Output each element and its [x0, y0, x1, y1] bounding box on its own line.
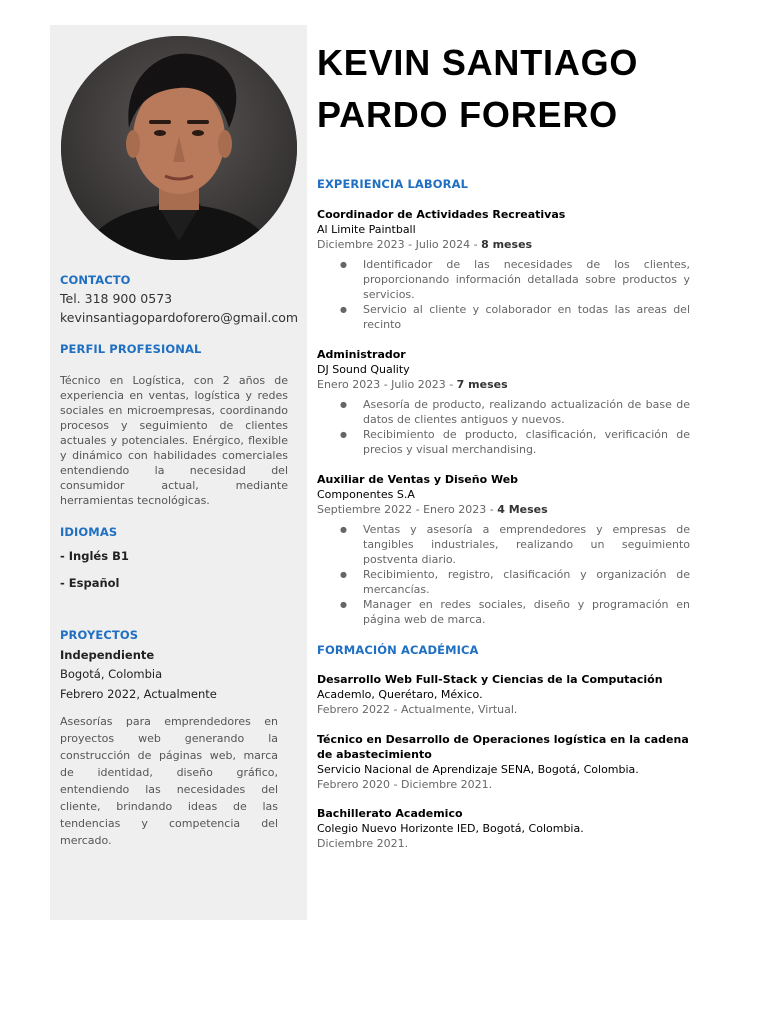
projects-title: PROYECTOS	[60, 628, 139, 642]
job-dates: Diciembre 2023 - Julio 2024 - 8 meses	[317, 238, 533, 251]
job-bullet: ● Ventas y asesoría a emprendedores y empresas de tangibles industriales, realizando un seguimiento postventa diario.	[317, 522, 690, 567]
contact-title: CONTACTO	[60, 273, 131, 287]
job-bullet: ● Manager en redes sociales, diseño y programación en página web de marca.	[317, 597, 690, 627]
name-line-1: KEVIN SANTIAGO	[317, 42, 639, 83]
job-organization: DJ Sound Quality	[317, 363, 410, 376]
education-entry	[317, 732, 691, 792]
education-program: Desarrollo Web Full-Stack y Ciencias de la Computación	[317, 673, 663, 686]
project-name: Independiente	[60, 648, 155, 662]
education-program: Bachillerato Academico	[317, 807, 463, 820]
project-dates: Febrero 2022, Actualmente	[60, 687, 217, 701]
experience-title: EXPERIENCIA LABORAL	[317, 177, 468, 191]
job-organization: Componentes S.A	[317, 488, 415, 501]
job-entry	[317, 347, 695, 457]
job-title: Coordinador de Actividades Recreativas	[317, 208, 566, 221]
education-title: FORMACIÓN ACADÉMICA	[317, 643, 479, 657]
project-location: Bogotá, Colombia	[60, 667, 163, 681]
phone-number: Tel. 318 900 0573	[60, 291, 173, 306]
profile-photo	[61, 36, 297, 260]
languages-title: IDIOMAS	[60, 525, 118, 539]
name-line-2: PARDO FORERO	[317, 94, 618, 135]
profile-text: Técnico en Logística, con 2 años de experiencia en ventas, logística y redes sociales en microempresas, coordinando procesos y seguimiento de clientes actuales y potenciales. Enérgico, flexible y dinámico con habilidades comerciales entendiendo la necesidad del consumidor actual, mediante herramientas tecnológicas.	[60, 374, 288, 507]
job-bullet: ● Asesoría de producto, realizando actualización de base de datos de clientes antiguos y nuevos.	[317, 397, 690, 427]
education-institution: Academlo, Querétaro, México.	[317, 688, 483, 701]
project-description: Asesorías para emprendedores en proyectos web generando la construcción de páginas web, marca de identidad, diseño gráfico, entendiendo las necesidades del cliente, brindando ideas de las tendencias y competencia del mercado.	[60, 715, 278, 847]
job-bullet: ● Servicio al cliente y colaborador en todas las areas del recinto	[317, 302, 690, 332]
job-bullet: ● Recibimiento, registro, clasificación y organización de mercancías.	[317, 567, 690, 597]
education-entry	[317, 672, 695, 717]
job-bullets	[317, 397, 690, 457]
education-dates: Febrero 2020 - Diciembre 2021.	[317, 778, 493, 791]
job-dates: Enero 2023 - Julio 2023 - 7 meses	[317, 378, 508, 391]
job-duration: 4 Meses	[497, 503, 548, 516]
job-organization: Al Limite Paintball	[317, 223, 416, 236]
job-duration: 8 meses	[481, 238, 533, 251]
email-address[interactable]: kevinsantiagopardoforero@gmail.com	[60, 310, 299, 325]
education-dates: Diciembre 2021.	[317, 837, 409, 850]
profile-photo-portrait	[61, 36, 297, 260]
education-dates: Febrero 2022 - Actualmente, Virtual.	[317, 703, 518, 716]
education-entry	[317, 806, 695, 851]
job-entry	[317, 472, 695, 627]
job-bullet: ● Identificador de las necesidades de los clientes, proporcionando información detallada sobre productos y servicios.	[317, 257, 690, 302]
job-bullets	[317, 257, 690, 332]
language-spanish: - Español	[60, 576, 120, 590]
language-english: - Inglés B1	[60, 549, 129, 563]
job-entry	[317, 207, 695, 332]
job-duration: 7 meses	[456, 378, 508, 391]
job-title: Administrador	[317, 348, 406, 361]
job-bullets	[317, 522, 690, 627]
job-bullet: ● Recibimiento de producto, clasificación, verificación de precios y visual merchandising.	[317, 427, 690, 457]
education-institution: Colegio Nuevo Horizonte IED, Bogotá, Colombia.	[317, 822, 584, 835]
education-program: Técnico en Desarrollo de Operaciones logística en la cadena de abastecimiento	[317, 733, 689, 761]
job-title: Auxiliar de Ventas y Diseño Web	[317, 473, 519, 486]
education-institution: Servicio Nacional de Aprendizaje SENA, Bogotá, Colombia.	[317, 763, 639, 776]
job-dates: Septiembre 2022 - Enero 2023 - 4 Meses	[317, 503, 548, 516]
profile-title: PERFIL PROFESIONAL	[60, 342, 202, 356]
